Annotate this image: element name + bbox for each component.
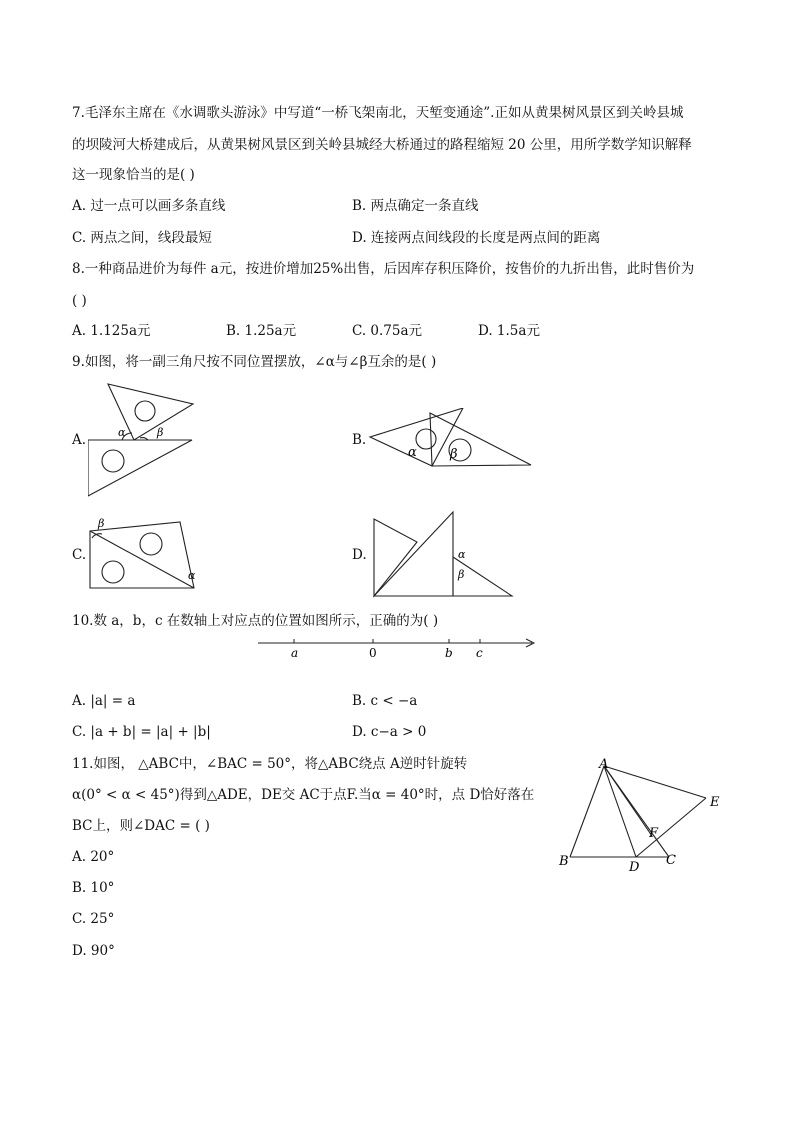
q10-axis-label-c: c bbox=[476, 646, 483, 660]
q10-number-line bbox=[256, 634, 540, 660]
q8-option-b: B. 1.25a元 bbox=[226, 323, 297, 339]
q11-point-d: D bbox=[629, 860, 640, 875]
q9c-beta-label: β bbox=[98, 517, 105, 530]
q10-axis-label-b: b bbox=[445, 646, 453, 660]
q9-option-c-label: C. bbox=[72, 547, 87, 563]
q11-triangle-figure bbox=[552, 754, 732, 878]
q11-point-f: F bbox=[649, 826, 659, 841]
q10-stem: 10.数 a，b，c 在数轴上对应点的位置如图所示，正确的为( ) bbox=[72, 613, 439, 629]
q10-option-a: A. |a| = a bbox=[72, 693, 136, 709]
q9-option-d-label: D. bbox=[352, 547, 367, 563]
q11-option-c: C. 25° bbox=[72, 911, 115, 927]
q7-option-b: B. 两点确定一条直线 bbox=[352, 198, 479, 214]
q11-stem-line2: α(0° < α < 45°)得到△ADE，DE交 AC于点F.当α = 40°时，点 D恰好落在 bbox=[72, 787, 535, 803]
q11-point-e: E bbox=[710, 795, 720, 810]
q8-option-d: D. 1.5a元 bbox=[478, 323, 540, 339]
q9-figure-d bbox=[370, 510, 516, 600]
q9b-beta-label: β bbox=[450, 447, 458, 462]
q7-stem-line3: 这一现象恰当的是( ) bbox=[72, 167, 195, 183]
q11-option-b: B. 10° bbox=[72, 880, 115, 896]
q9a-alpha-label: α bbox=[118, 426, 126, 439]
q7-option-d: D. 连接两点间线段的长度是两点间的距离 bbox=[352, 230, 601, 246]
q11-stem-line1: 11.如图， △ABC中，∠BAC = 50°，将△ABC绕点 A逆时针旋转 bbox=[72, 756, 468, 772]
q9b-alpha-label: α bbox=[408, 445, 417, 460]
q11-point-a: A bbox=[599, 757, 609, 772]
q9-option-a-label: A. bbox=[72, 432, 87, 448]
q10-option-c: C. |a + b| = |a| + |b| bbox=[72, 724, 211, 740]
q11-stem-line3: BC上，则∠DAC = ( ) bbox=[72, 818, 210, 834]
q9-figure-b bbox=[368, 408, 536, 472]
q8-option-c: C. 0.75a元 bbox=[352, 323, 423, 339]
q9-stem: 9.如图，将一副三角尺按不同位置摆放，∠α与∠β互余的是( ) bbox=[72, 354, 437, 370]
q7-option-c: C. 两点之间，线段最短 bbox=[72, 230, 212, 246]
q8-option-a: A. 1.125a元 bbox=[72, 323, 151, 339]
q9-figure-a bbox=[88, 382, 200, 498]
q10-option-b: B. c < −a bbox=[352, 693, 418, 709]
q9-option-b-label: B. bbox=[352, 432, 367, 448]
q10-option-d: D. c−a > 0 bbox=[352, 724, 427, 740]
q11-option-d: D. 90° bbox=[72, 943, 115, 959]
q9d-alpha-label: α bbox=[458, 548, 466, 561]
q7-option-a: A. 过一点可以画多条直线 bbox=[72, 198, 226, 214]
q9-figure-c bbox=[88, 514, 200, 592]
q8-stem-line2: ( ) bbox=[72, 293, 87, 309]
q8-stem-line1: 8.一种商品进价为每件 a元，按进价增加25%出售，后因库存积压降价，按售价的九折出售，此时售价为 bbox=[72, 261, 695, 277]
q10-axis-label-a: a bbox=[291, 646, 299, 660]
q7-stem-line1: 7.毛泽东主席在《水调歌头游泳》中写道“一桥飞架南北，天堑变通途”.正如从黄果树风景区到关岭县城 bbox=[72, 105, 684, 121]
q7-stem-line2: 的坝陵河大桥建成后，从黄果树风景区到关岭县城经大桥通过的路程缩短 20 公里，用所学数学知识解释 bbox=[72, 137, 692, 153]
q9d-beta-label: β bbox=[458, 568, 465, 581]
q9c-alpha-label: α bbox=[188, 569, 196, 582]
q11-point-c: C bbox=[666, 853, 676, 868]
q11-point-b: B bbox=[559, 854, 569, 869]
q10-axis-label-0: 0 bbox=[369, 646, 377, 660]
q11-option-a: A. 20° bbox=[72, 849, 115, 865]
q9a-beta-label: β bbox=[157, 426, 164, 439]
